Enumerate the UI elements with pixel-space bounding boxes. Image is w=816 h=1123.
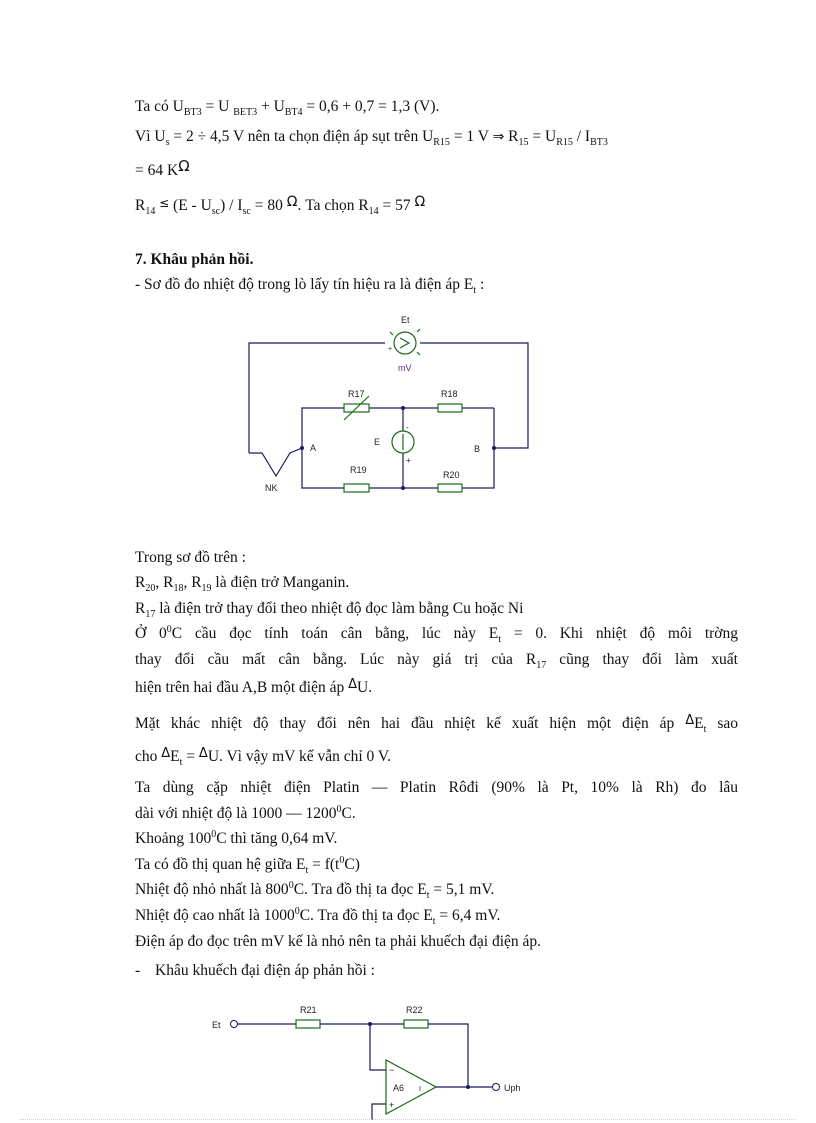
equation-ubt3: Ta có $U_{BT3} = U$ $_{BET3} + U_{BT4} = 0,6 + 0,7 = 1,3$ (V). [135,98,440,119]
meter-plus: + [388,346,393,353]
op-amp-minus: − [389,1065,395,1075]
omega-symbol: Ω [178,157,190,175]
millivoltmeter-icon [390,329,420,355]
paragraph-balance-2: thay đổi cầu mất cân bằng. Lúc này giá trị của $R_{17}$ cũng thay đổi làm xuất [135,651,738,672]
op-amp-label: A6 [393,1083,405,1093]
r18-label: R18 [441,389,458,399]
thermocouple-label: NK [265,483,278,493]
op-amp-pin: I [419,1086,421,1093]
paragraph-max-temp: Nhiệt độ cao nhất là 1000$^0$C. Tra đồ thị ta đọc $E_t = 6,4$ mV. [135,905,501,928]
resistor-r20 [438,484,462,492]
resistor-r18 [438,404,462,412]
output-terminal-icon [493,1084,500,1091]
equation-r15: Vì $U_s = 2 \div 4,5$ V nên ta chọn điện áp sụt trên $U_{R15} = 1$ V ⇒ $R_{15} = U_{R15} / I_{BT3}$ [135,128,608,149]
r21-label: R21 [300,1005,317,1015]
meter-unit: mV [398,363,412,373]
paragraph-r17: $R_{17}$ là điện trở thay đổi theo nhiệt độ đọc làm bằng Cu hoặc Ni [135,600,524,621]
r19-label: R19 [350,465,367,475]
paragraph-platinum: Ta dùng cặp nhiệt điện Platin — Platin Rôđi (90% là Pt, 10% là Rh) đo lâu [135,779,738,796]
resistor-r19 [344,484,369,492]
source-minus: - [406,423,409,432]
variable-arrow-icon [344,396,369,420]
paragraph-thermometer-1: Mặt khác nhiệt độ thay đổi nên hai đầu nhiệt kế xuất hiện một điện áp $^\Delta E_t$ sao [135,713,738,736]
node-b-label: B [474,444,481,454]
input-terminal-icon [231,1021,238,1028]
paragraph-step: Khoảng $100^0C$ thì tăng 0,64 mV. [135,828,338,847]
amp-input-label: Et [212,1020,221,1030]
equation-r15-result: = 64 KΩ [135,157,190,179]
paragraph-graph: Ta có đồ thị quan hệ giữa $E_t = f(t^0C)$ [135,854,360,877]
diagram-intro: - Sơ đồ đo nhiệt độ trong lò lấy tín hiệu ra là điện áp $E_t$ : [135,276,485,297]
voltage-source-icon [392,431,414,453]
paragraph-balance-1: Ở $0^0C$ cầu đọc tính toán cân bằng, lúc này $E_t = 0$. Khi nhiệt độ môi trờng [135,623,738,646]
paragraph-amplify: Điện áp đo đọc trên mV kế là nhỏ nên ta phải khuếch đại điện áp. [135,933,542,950]
omega-symbol: Ω [286,194,298,210]
paragraph-manganin: $R_{20}$, $R_{18}$, $R_{19}$ là điện trở Manganin. [135,574,350,595]
implies-arrow: ⇒ [492,129,505,145]
node-a-label: A [310,443,317,453]
omega-symbol: Ω [414,194,426,210]
paragraph-intro: Trong sơ đồ trên : [135,549,246,566]
page-bottom-rule [20,1119,796,1120]
thermocouple-icon [249,448,302,476]
r17-label: R17 [348,389,365,399]
r20-label: R20 [443,470,460,480]
resistor-r22 [404,1020,428,1028]
op-amp-plus: + [389,1100,395,1110]
bullet-feedback-amplifier: - Khâu khuếch đại điện áp phản hồi : [135,962,375,979]
r22-label: R22 [406,1005,423,1015]
paragraph-range: dài với nhiệt độ là 1000 — 1200$^0$C. [135,803,356,822]
paragraph-thermometer-2: cho $^\Delta E_t = ^\Delta U$. Vì vậy mV kế vẫn chỉ 0 V. [135,746,391,769]
amplifier-circuit-diagram [200,998,540,1120]
amp-output-label: Uph [504,1083,521,1093]
meter-label: Et [401,315,410,325]
section-heading-feedback: 7. Khâu phản hồi. [135,251,254,268]
bullet-dash: - [135,962,141,979]
source-plus: + [406,456,411,465]
paragraph-min-temp: Nhiệt độ nhỏ nhất là $800^0C$. Tra đồ thị ta đọc $E_t = 5,1$ mV. [135,879,495,902]
bridge-circuit-diagram [240,308,540,498]
source-label: E [374,437,381,447]
paragraph-balance-3: hiện trên hai đầu A,B một điện áp $^\Delta$U. [135,677,373,696]
equation-r14: $R_{14} \le (E - U_{sc}) / I_{sc} = 80$ Ω. Ta chọn $R_{14} = 57$ Ω [135,194,426,218]
resistor-r21 [296,1020,320,1028]
